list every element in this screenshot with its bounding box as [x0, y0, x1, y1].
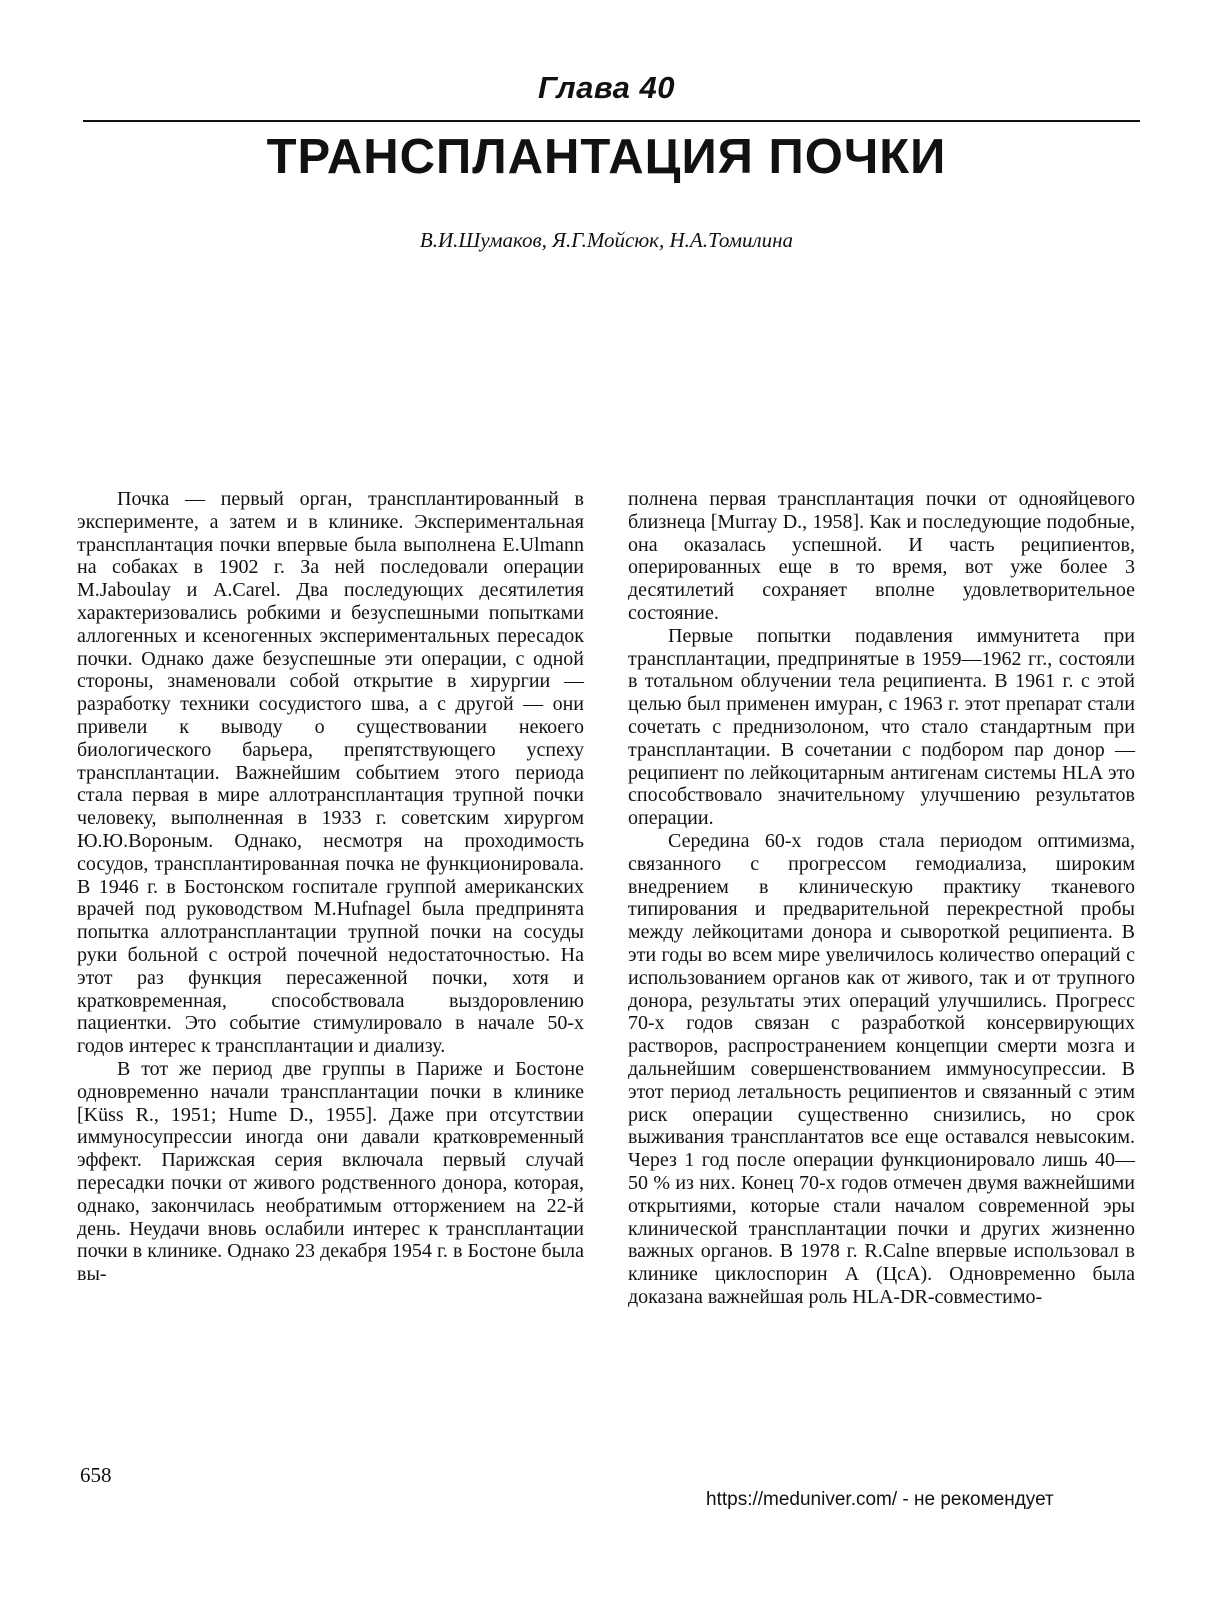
- page-number: 658: [80, 1463, 112, 1487]
- left-column: [77, 488, 584, 1286]
- authors-line: В.И.Шумаков, Я.Г.Мойсюк, Н.А.Томилина: [419, 228, 794, 252]
- site-watermark: https://meduniver.com/ - не рекомендует: [706, 1489, 1054, 1510]
- paragraph: Середина 60-х годов стала периодом оптимизма, связанного с прогрессом гемодиализа, широким внедрением в клиническую практику тканевого типирования и предварительной перекрестной пробы между лейкоцитами донора и сывороткой реципиента. В эти годы во всем мире увеличилось количество операций с использованием органов как от живого, так и от трупного донора, результаты этих операций улучшились. Прогресс 70-х годов связан с разработкой консервирующих растворов, распространением концепции смерти мозга и дальнейшим совершенствованием иммуносупрессии. В этот период летальность реципиентов и связанный с этим риск операции существенно снизились, но срок выживания трансплантатов все еще оставался невысоким. Через 1 год после операции функционировало лишь 40—50 % из них. Конец 70-х годов отмечен двумя важнейшими открытиями, которые стали началом современной эры клинической трансплантации почки и других жизненно важных органов. В 1978 г. R.Calne впервые использовал в клинике циклоспорин А (ЦсА). Одновременно была доказана важнейшая роль HLA-DR-совместимо-: [628, 829, 1135, 1308]
- chapter-title: ТРАНСПЛАНТАЦИЯ ПОЧКИ: [266, 130, 947, 184]
- paragraph: Почка — первый орган, трансплантированный в эксперименте, а затем и в клинике. Экспериментальная трансплантация почки впервые была выполнена E.Ulmann на собаках в 1902 г. За ней последовали операции M.Jaboulay и A.Carel. Два последующих десятилетия характеризовались робкими и безуспешными попытками аллогенных и ксеногенных экспериментальных пересадок почки. Однако даже безуспешные эти операции, с одной стороны, знаменовали собой открытие в хирургии — разработку техники сосудистого шва, а с другой — они привели к выводу о существовании некоего биологического барьера, препятствующего успеху трансплантации. Важнейшим событием этого периода стала первая в мире аллотрансплантация трупной почки человеку, выполненная в 1933 г. советским хирургом Ю.Ю.Вороным. Однако, несмотря на проходимость сосудов, трансплантированная почка не функционировала. В 1946 г. в Бостонском госпитале группой американских врачей под руководством M.Hufnagel была предпринята попытка аллотрансплантации трупной почки на сосуды руки больной с острой почечной недостаточностью. На этот раз функция пересаженной почки, хотя и кратковременная, способствовала выздоровлению пациентки. Это событие стимулировало в начале 50-х годов интерес к трансплантации и диализу.: [77, 488, 584, 1058]
- paragraph-continued: полнена первая трансплантация почки от однояйцевого близнеца [Murray D., 1958]. Как и последующие подобные, она оказалась успешной. И часть реципиентов, оперированных еще в то время, вот уже более 3 десятилетий сохраняет вполне удовлетворительное состояние.: [628, 488, 1135, 624]
- paragraph: В тот же период две группы в Париже и Бостоне одновременно начали трансплантации почки в клинике [Küss R., 1951; Hume D., 1955]. Даже при отсутствии иммуносупрессии иногда они давали кратковременный эффект. Парижская серия включала первый случай пересадки почки от живого родственного донора, которая, однако, закончилась необратимым отторжением на 22-й день. Неудачи вновь ослабили интерес к трансплантации почки в клинике. Однако 23 декабря 1954 г. в Бостоне была вы-: [77, 1057, 584, 1286]
- paragraph: Первые попытки подавления иммунитета при трансплантации, предпринятые в 1959—1962 гг., состояли в тотальном облучении тела реципиента. В 1961 г. с этой целью был применен имуран, с 1963 г. этот препарат стали сочетать с преднизолоном, что стало стандартным при трансплантации. В сочетании с подбором пар донор — реципиент по лейкоцитарным антигенам системы HLA это способствовало значительному улучшению результатов операции.: [628, 624, 1135, 830]
- chapter-label: Глава 40: [537, 70, 676, 105]
- right-column: [628, 488, 1135, 1309]
- title-rule: [83, 120, 1140, 122]
